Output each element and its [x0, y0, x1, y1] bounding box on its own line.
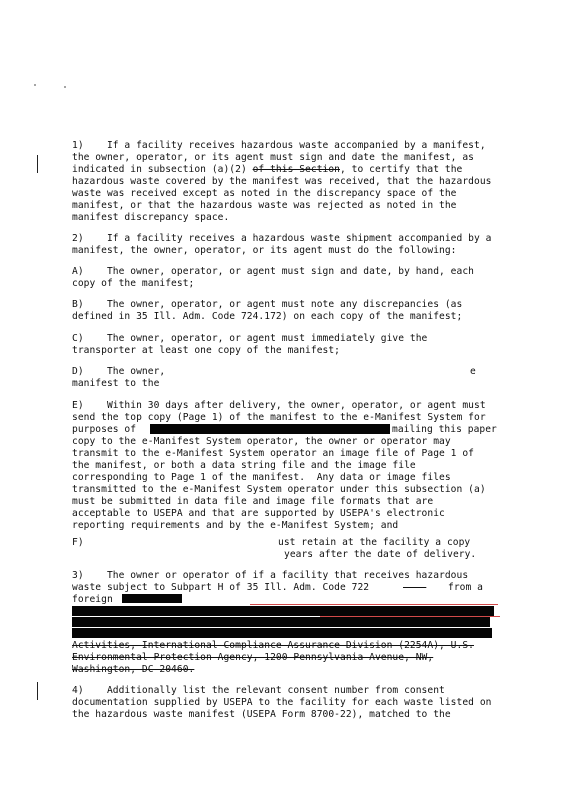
paragraph-3-line: Washington, DC 20460. — [72, 664, 195, 675]
paragraph-1-line: manifest, or that the hazardous waste was rejected as noted in the — [72, 200, 457, 211]
paragraph-3-line: Environmental Protection Agency, 1200 Pennsylvania Avenue, NW, — [72, 652, 434, 663]
paragraph-2-line: 2) If a facility receives a hazardous waste shipment accompanied by a — [72, 233, 492, 244]
paragraph-3-line: foreign — [72, 594, 113, 605]
paragraph-1-line: 1) If a facility receives hazardous waste accompanied by a manifest, — [72, 140, 486, 151]
redaction-block — [150, 424, 390, 434]
item-e-line: must be submitted in data file and image file formats that are — [72, 496, 434, 507]
paragraph-1-line: hazardous waste covered by the manifest was received, that the hazardous — [72, 176, 492, 187]
item-e-line: acceptable to USEPA and that are supported by USEPA's electronic — [72, 508, 445, 519]
paragraph-1-line: waste was received except as noted in the discrepancy space of the — [72, 188, 457, 199]
item-e-line: transmit to the e-Manifest System operator an image file of Page 1 of — [72, 448, 474, 459]
paragraph-4-line: the hazardous waste manifest (USEPA Form 8700-22), matched to the — [72, 709, 451, 720]
change-bar — [37, 682, 38, 700]
paragraph-3-line: waste subject to Subpart H of 35 Ill. Adm. Code 722 — [72, 582, 370, 593]
item-c-line: transporter at least one copy of the manifest; — [72, 345, 340, 356]
paragraph-4-line: 4) Additionally list the relevant consent number from consent — [72, 685, 445, 696]
scan-speck — [34, 84, 36, 86]
item-e-fragment: mailing this paper — [392, 424, 497, 435]
redaction-block — [72, 606, 494, 616]
paragraph-1-line: manifest discrepancy space. — [72, 212, 230, 223]
paragraph-3-line: 3) The owner or operator of if a facility that receives hazardous — [72, 570, 469, 581]
paragraph-1-line — [72, 164, 462, 176]
item-e-line: copy to the e-Manifest System operator, the owner or operator may — [72, 436, 451, 447]
item-c-line: C) The owner, operator, or agent must immediately give the — [72, 333, 428, 344]
redaction-block — [72, 617, 490, 627]
item-e-line: send the top copy (Page 1) of the manifest to the e-Manifest System for — [72, 412, 486, 423]
item-e-line: reporting requirements and by the e-Manifest System; and — [72, 520, 399, 531]
paragraph-3-fragment: from a — [448, 582, 483, 593]
item-e-line: the manifest, or both a data string file and the image file — [72, 460, 416, 471]
item-f-fragment: years after the date of delivery. — [284, 549, 477, 560]
item-d-fragment: e — [470, 366, 476, 377]
scan-speck — [64, 86, 66, 88]
paragraph-1-text: indicated in subsection (a)(2) of this Section, to certify that the — [72, 164, 463, 175]
item-b-line: defined in 35 Ill. Adm. Code 724.172) on each copy of the manifest; — [72, 311, 463, 322]
item-f-fragment: ust retain at the facility a copy — [278, 537, 471, 548]
red-strike-line — [320, 616, 500, 617]
red-strike-line — [250, 604, 498, 605]
paragraph-3-struck-fragment — [403, 582, 426, 594]
paragraph-1-line: the owner, operator, or its agent must sign and date the manifest, as — [72, 152, 474, 163]
item-b-line: B) The owner, operator, or agent must note any discrepancies (as — [72, 299, 463, 310]
paragraph-2-line: manifest, the owner, operator, or its agent must do the following: — [72, 245, 457, 256]
paragraph-4-line: documentation supplied by USEPA to the facility for each waste listed on — [72, 697, 492, 708]
item-e-line: E) Within 30 days after delivery, the owner, operator, or agent must — [72, 400, 486, 411]
item-a-line: copy of the manifest; — [72, 278, 195, 289]
struck-text: of this Section — [252, 164, 340, 175]
item-e-line: purposes of — [72, 424, 137, 435]
redaction-block — [122, 594, 182, 603]
paragraph-3-line: Activities, International Compliance Assurance Division (2254A), U.S. — [72, 640, 474, 651]
item-e-line: corresponding to Page 1 of the manifest. Any data or image files — [72, 472, 451, 483]
item-d-line: D) The owner, — [72, 366, 166, 377]
redaction-block — [72, 628, 492, 638]
item-f-line: F) — [72, 537, 84, 548]
item-d-line: manifest to the — [72, 378, 160, 389]
item-a-line: A) The owner, operator, or agent must sign and date, by hand, each — [72, 266, 474, 277]
change-bar — [37, 155, 38, 173]
item-e-line: transmitted to the e-Manifest System operator under this subsection (a) — [72, 484, 486, 495]
